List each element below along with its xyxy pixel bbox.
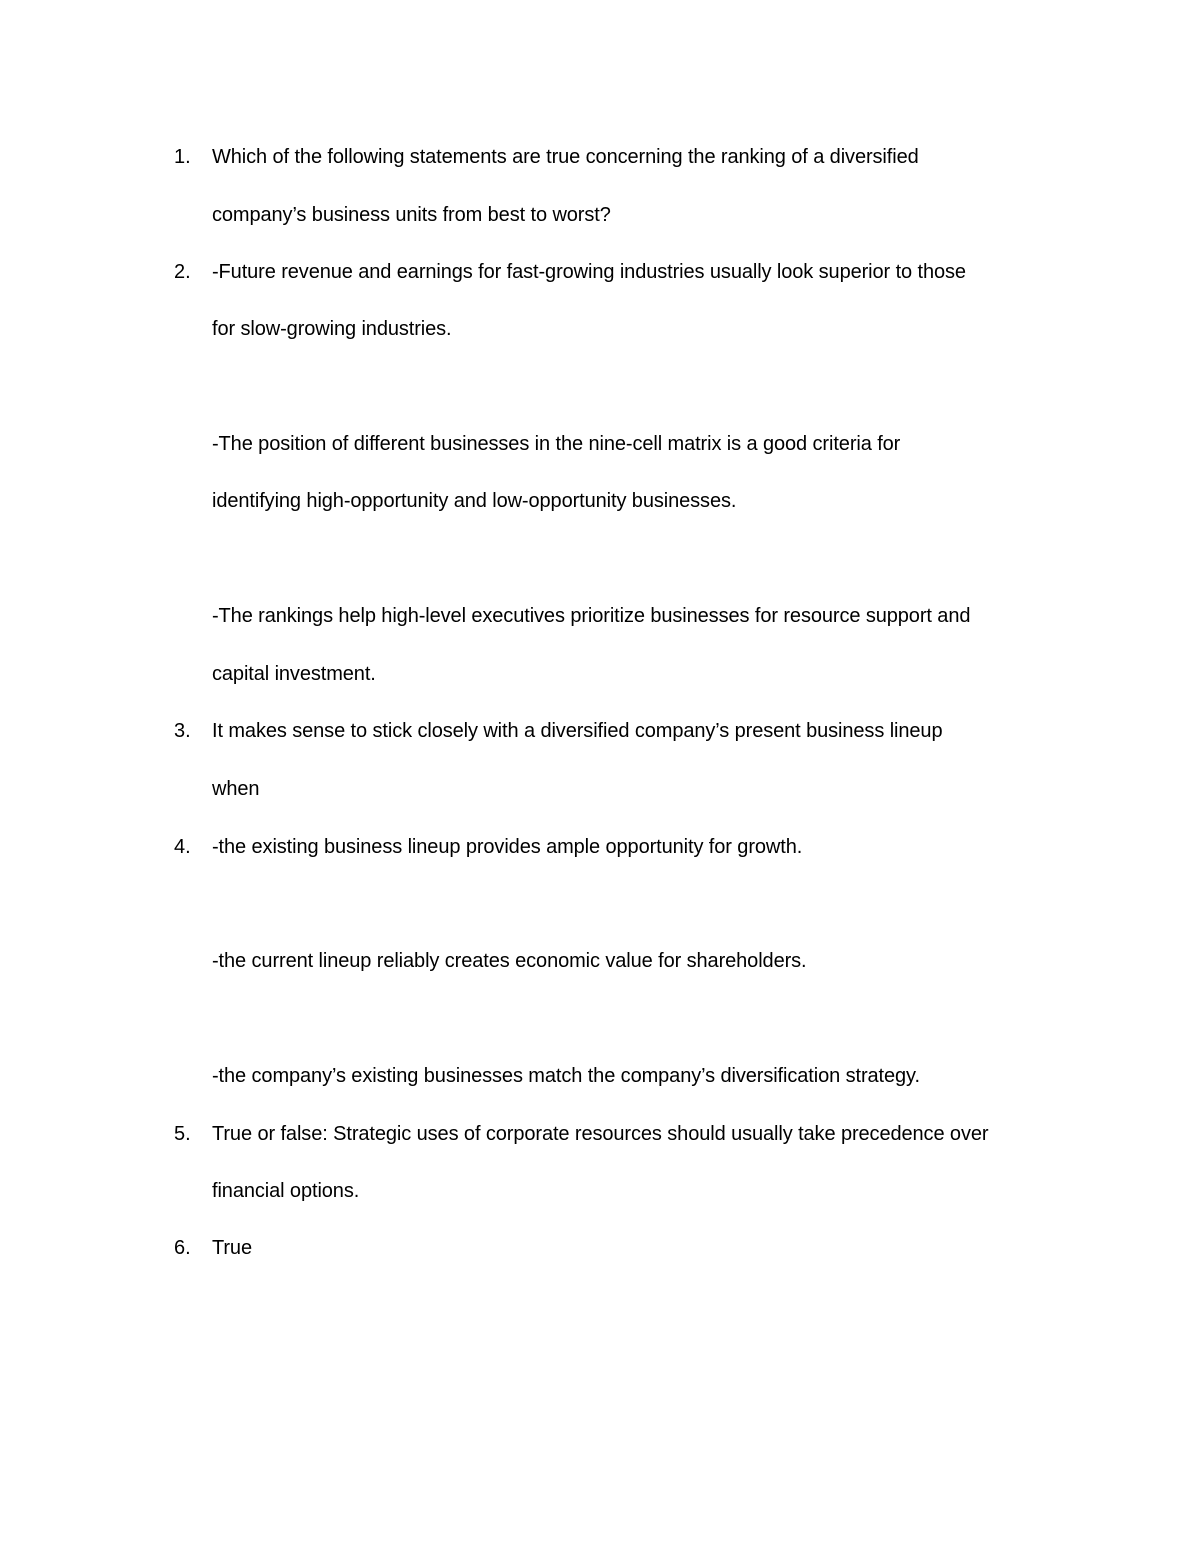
question-text: company’s business units from best to worst? — [212, 204, 611, 226]
item-number: 2. — [174, 261, 191, 283]
item-number: 4. — [174, 836, 191, 858]
item-number: 6. — [174, 1237, 191, 1259]
answer-option-text: for slow-growing industries. — [212, 318, 452, 340]
answer-option-text: -The rankings help high-level executives prioritize businesses for resource support and — [212, 605, 971, 627]
answer-option-text: -Future revenue and earnings for fast-growing industries usually look superior to those — [212, 261, 966, 283]
answer-option-text: -the company’s existing businesses match the company’s diversification strategy. — [212, 1065, 920, 1087]
item-number: 1. — [174, 146, 191, 168]
question-text: when — [212, 778, 260, 800]
answer-option-text: -the existing business lineup provides ample opportunity for growth. — [212, 836, 803, 858]
question-text: It makes sense to stick closely with a diversified company’s present business lineup — [212, 720, 943, 742]
answer-option-text: identifying high-opportunity and low-opportunity businesses. — [212, 490, 737, 512]
answer-option-text: capital investment. — [212, 663, 376, 685]
question-text: Which of the following statements are true concerning the ranking of a diversified — [212, 146, 919, 168]
item-number: 5. — [174, 1123, 191, 1145]
question-text: financial options. — [212, 1180, 360, 1202]
answer-option-text: -the current lineup reliably creates economic value for shareholders. — [212, 950, 807, 972]
item-number: 3. — [174, 720, 191, 742]
answer-text: True — [212, 1237, 252, 1259]
answer-option-text: -The position of different businesses in the nine-cell matrix is a good criteria for — [212, 433, 901, 455]
question-text: True or false: Strategic uses of corporate resources should usually take precedence over — [212, 1123, 989, 1145]
